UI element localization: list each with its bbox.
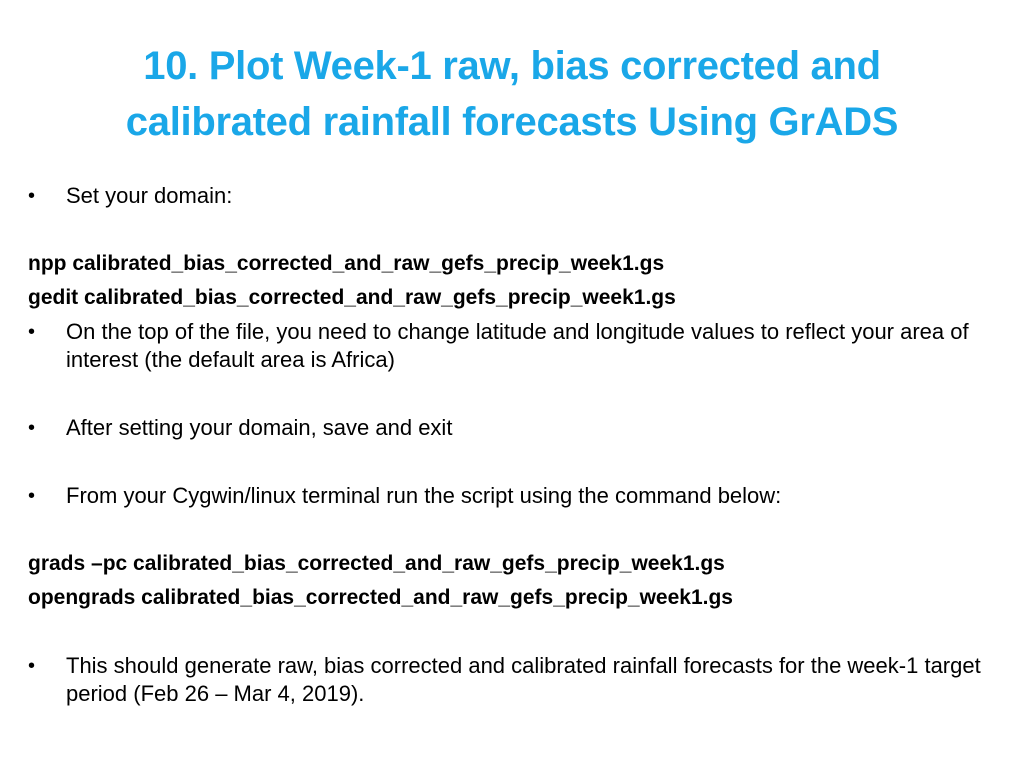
command-npp: npp calibrated_bias_corrected_and_raw_gefs_precip_week1.gs xyxy=(28,252,665,275)
bullet-text: This should generate raw, bias corrected and calibrated rainfall forecasts for the week-1 target period (Feb 26 – Mar 4, 2019). xyxy=(66,653,981,706)
bullet-text: From your Cygwin/linux terminal run the script using the command below: xyxy=(66,483,782,508)
bullet-dot: • xyxy=(28,485,36,507)
bullet-dot: • xyxy=(28,185,36,207)
command-opengrads: opengrads calibrated_bias_corrected_and_raw_gefs_precip_week1.gs xyxy=(28,586,733,609)
bullet-run-script xyxy=(28,482,1003,510)
command-grads: grads –pc calibrated_bias_corrected_and_raw_gefs_precip_week1.gs xyxy=(28,552,725,575)
slide-title xyxy=(40,38,984,150)
bullet-dot: • xyxy=(28,321,36,343)
bullet-change-latlon xyxy=(28,318,1003,374)
slide-title-line-1: 10. Plot Week-1 raw, bias corrected and xyxy=(143,44,881,88)
bullet-dot: • xyxy=(28,417,36,439)
bullet-text: After setting your domain, save and exit xyxy=(66,415,453,440)
bullet-save-exit xyxy=(28,414,1003,442)
bullet-dot: • xyxy=(28,655,36,677)
bullet-set-domain xyxy=(28,182,1003,210)
bullet-text: Set your domain: xyxy=(66,183,233,208)
bullet-text: On the top of the file, you need to change latitude and longitude values to reflect your area of interest (the default area is Africa) xyxy=(66,319,969,372)
command-gedit: gedit calibrated_bias_corrected_and_raw_gefs_precip_week1.gs xyxy=(28,286,676,309)
bullet-generate-forecasts xyxy=(28,652,1003,708)
slide-title-line-2: calibrated rainfall forecasts Using GrADS xyxy=(125,100,899,144)
